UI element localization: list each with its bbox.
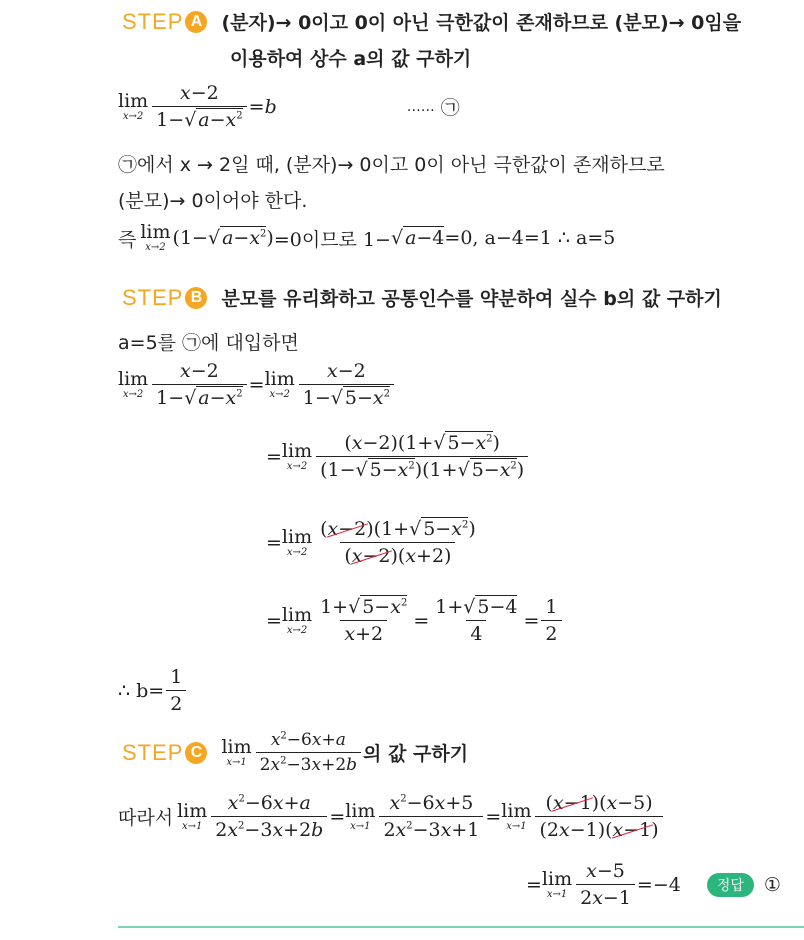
- text-a3-middle: =0이므로 1−: [273, 228, 391, 251]
- marker-gi: ㉠: [440, 97, 460, 119]
- step-c-title: 의 값 구하기: [363, 743, 469, 765]
- step-a-badge: A: [185, 11, 207, 33]
- result-b-text: ∴ b=: [118, 679, 165, 702]
- text-a3-prefix: 즉: [118, 228, 137, 251]
- step-b-badge: B: [185, 287, 207, 309]
- step-b-title: 분모를 유리화하고 공통인수를 약분하여 실수 b의 값 구하기: [221, 288, 722, 310]
- lim: lim x→2: [118, 89, 149, 122]
- text-c1: 따라서: [118, 807, 174, 829]
- equation-b2: = lim x→2 $\frac{(x-2)(1+√ 5-x^2)}{(1-√ 5-x^2)(1+√ 5-x^2)}$: [266, 432, 530, 481]
- text-a1: ㉠에서 x → 2일 때, (분자)→ 0이고 0이 아닌 극한값이 존재하므로: [118, 154, 665, 176]
- step-a-header: [122, 8, 741, 35]
- answer-choice: ①: [763, 873, 781, 896]
- step-c-badge: C: [185, 742, 207, 764]
- answer-badge: 정답: [707, 873, 754, 897]
- bottom-divider: [118, 926, 804, 928]
- text-a3-tail: =0, a−4=1 ∴ a=5: [444, 227, 616, 249]
- step-b-label: STEP: [122, 284, 184, 310]
- equation-b4: = lim x→2 $\frac{1+√ 5-x^2}{x+2}$ = $\frac{1+√ 5-4}{4}$ = $\frac{1}{2}$: [266, 596, 564, 645]
- step-a-label: STEP: [122, 8, 184, 34]
- equation-b3: = lim x→2 $\frac{(x-2)(1+√ 5-x^2)}{(x-2)(x+2)}$: [266, 518, 476, 567]
- step-c-label: STEP: [122, 739, 184, 765]
- step-b-header: [122, 284, 722, 311]
- text-b1: a=5를 ㉠에 대입하면: [118, 332, 299, 354]
- fraction: $\frac{x-2}{1-√ a-x^2}$: [152, 82, 246, 131]
- equation-b1: lim x→2 $\frac{x-2}{1-√ a-x^2}$ = lim x→2 $\frac{x-2}{1-√ 5-x^2}$: [118, 360, 396, 409]
- step-a-title-line1: (분자)→ 0이고 0이 아닌 극한값이 존재하므로 (분모)→ 0임을: [221, 12, 742, 34]
- step-c-header: STEP C lim x→1 $\frac{x^2-6x+a}{2x^2-3x+2b}$ 의 값 구하기: [122, 730, 469, 775]
- text-a3: 즉 lim x→2 (1−√ $a-x^2$) =0이므로 1− √ a−4 =0, a−4=1 ∴ a=5: [118, 221, 616, 253]
- equation-gi: lim x→2 $\frac{x-2}{1-√ a-x^2}$ =b …… ㉠: [118, 82, 460, 131]
- text-a2: (분모)→ 0이어야 한다.: [118, 190, 308, 212]
- equation-c2: = lim x→1 $\frac{x-5}{2x-1}$ =−4 정답 ①: [526, 860, 781, 909]
- dots: ……: [406, 98, 435, 115]
- step-a-title-line2: 이용하여 상수 a의 값 구하기: [230, 48, 472, 70]
- result-b: ∴ b= $\frac{1}{2}$: [118, 666, 188, 715]
- final-result: =−4: [636, 873, 681, 896]
- equation-c1: 따라서 lim x→1 $\frac{x^2-6x+a}{2x^2-3x+2b}$ = lim x→1 $\frac{x^2-6x+5}{2x^2-3x+1}$ = lim x→1 $\frac{(x-1)(x-5)}{(2x-1)(x-1)}$: [118, 792, 665, 841]
